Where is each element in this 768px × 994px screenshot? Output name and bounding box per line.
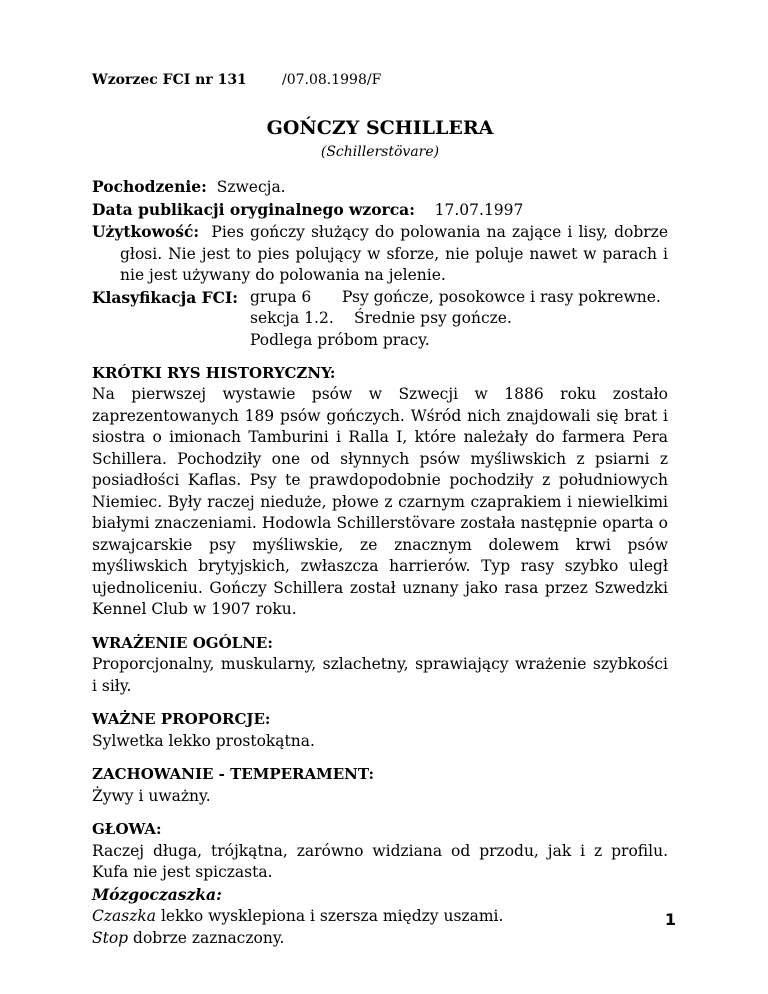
general-heading: WRAŻENIE OGÓLNE: xyxy=(92,633,273,652)
page-subtitle: (Schillerstövare) xyxy=(320,144,440,160)
page-number: 1 xyxy=(664,910,676,929)
history-section xyxy=(92,363,668,621)
head-text: Raczej długa, trójkątna, zarówno widziana od przodu, jak i z profilu. Kufa nie jest spiczasta. xyxy=(92,841,668,881)
history-text: Na pierwszej wystawie psów w Szwecji w 1886 roku zostało zaprezentowanych 189 psów gończych. Wśród nich znajdowali się brat i siostra o imionach Tamburini i Ralla I, które należały do farmera Pera Schillera. Pochodziły one od słynnych psów myśliwskich z psiarni z posiadłości Kaflas. Psy te prawdopodobnie pochodziły z południowych Niemiec. Były raczej nieduże, płowe z czarnym czaprakiem i niewielkimi białymi znaczeniami. Hodowla Schillerstövare została następnie oparta o szwajcarskie psy myśliwskie, ze znacznym dolewem krwi psów myśliwskich brytyjskich, zwłaszcza harrierów. Typ rasy szybko uległ ujednoliceniu. Gończy Schillera został uznany jako rasa przez Szwedzki Kennel Club w 1907 roku. xyxy=(92,385,668,618)
origin-value: Szwecja. xyxy=(216,178,286,196)
classification-label: Klasyfikacja FCI: xyxy=(92,287,238,307)
skull-row xyxy=(92,906,668,928)
group-number: grupa 6 xyxy=(250,287,312,306)
use-value: Pies gończy służący do polowania na zające i lisy, dobrze głosi. Nie jest to pies polujący w sforze, nie poluje nawet w parach i nie jest używany do polowania na jelenie. xyxy=(120,223,669,284)
use-label: Użytkowość: xyxy=(92,222,200,241)
working-trial: Podlega próbom pracy. xyxy=(250,330,430,349)
temperament-section xyxy=(92,764,668,807)
stop-text: dobrze zaznaczony. xyxy=(128,928,285,947)
head-section xyxy=(92,819,668,949)
skull-region-row xyxy=(92,884,668,907)
skull-term: Czaszka xyxy=(92,907,157,925)
proportions-section xyxy=(92,709,668,752)
general-text: Proporcjonalny, muskularny, szlachetny, sprawiający wrażenie szybkości i siły. xyxy=(92,655,668,695)
proportions-heading: WAŻNE PROPORCJE: xyxy=(92,710,271,728)
skull-text: lekko wysklepiona i szersza między uszami. xyxy=(156,907,504,925)
stop-row xyxy=(92,928,668,950)
document-header xyxy=(92,70,668,100)
group-description: Psy gończe, posokowce i rasy pokrewne. xyxy=(342,287,661,306)
page-title: GOŃCZY SCHILLERA xyxy=(266,117,494,139)
section-description: Średnie psy gończe. xyxy=(354,309,512,327)
head-heading: GŁOWA: xyxy=(92,820,162,838)
use-row xyxy=(92,221,668,287)
meta-block xyxy=(92,176,668,351)
pubdate-row xyxy=(92,199,668,222)
classification-block xyxy=(92,287,668,351)
pubdate-value: 17.07.1997 xyxy=(434,200,524,219)
general-section xyxy=(92,633,668,698)
origin-row xyxy=(92,176,668,199)
stop-term: Stop xyxy=(92,928,129,947)
proportions-text: Sylwetka lekko prostokątna. xyxy=(92,731,315,750)
history-heading: KRÓTKI RYS HISTORYCZNY: xyxy=(92,363,336,382)
section-number: sekcja 1.2. xyxy=(250,309,334,327)
pubdate-label: Data publikacji oryginalnego wzorca: xyxy=(92,199,415,219)
standard-date: /07.08.1998/F xyxy=(282,72,382,88)
standard-number: Wzorzec FCI nr 131 xyxy=(92,72,247,88)
temperament-text: Żywy i uważny. xyxy=(92,786,211,805)
temperament-heading: ZACHOWANIE - TEMPERAMENT: xyxy=(92,765,375,783)
skull-region-label: Mózgoczaszka: xyxy=(92,884,222,904)
document-page xyxy=(92,70,668,949)
origin-label: Pochodzenie: xyxy=(92,177,207,196)
